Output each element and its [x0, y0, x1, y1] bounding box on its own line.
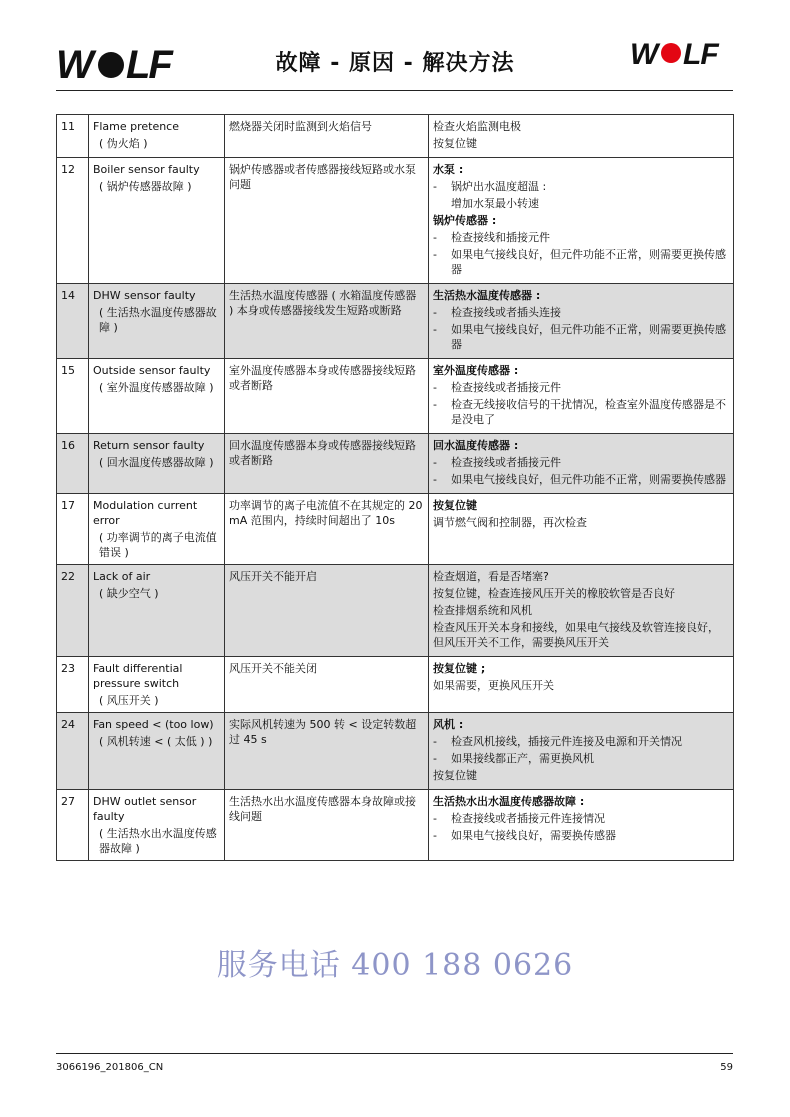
- document-number: 3066196_201806_CN: [56, 1062, 164, 1073]
- fault-table-body: [57, 115, 734, 861]
- remedy-bullet: [433, 230, 729, 245]
- remedy-bullet: [433, 397, 729, 427]
- fault-remedy-cell: [429, 713, 734, 790]
- remedy-line: 检查烟道，看是否堵塞?: [433, 570, 549, 583]
- remedy-bullet-text: 检查接线或者插接元件: [451, 381, 561, 394]
- bullet-dash-icon: -: [433, 306, 437, 319]
- fault-code: 12: [57, 158, 89, 284]
- fault-name-cn: ( 回水温度传感器故障 ): [99, 456, 214, 469]
- remedy-heading: 按复位键 ;: [433, 662, 486, 675]
- remedy-bullet-text: 检查接线或者插接元件: [451, 456, 561, 469]
- remedy-bullet-text: 如果电气接线良好，但元件功能不正常，则需要更换传感器: [451, 323, 726, 351]
- remedy-bullet-text: 检查无线接收信号的干扰情况，检查室外温度传感器是不是没电了: [451, 398, 726, 426]
- fault-name-cell: [89, 359, 225, 434]
- fault-name-cn: ( 功率调节的离子电流值错误 ): [99, 531, 217, 559]
- fault-cause: 锅炉传感器或者传感器接线短路或水泵问题: [225, 158, 429, 284]
- fault-row: [57, 158, 734, 284]
- svg-text:LF: LF: [126, 44, 171, 84]
- remedy-bullet: [433, 828, 729, 843]
- remedy-subline: 增加水泵最小转速: [451, 197, 539, 210]
- service-hotline: 服务电话 400 188 0626: [216, 948, 574, 983]
- fault-row: [57, 434, 734, 494]
- remedy-bullet: [433, 380, 729, 395]
- remedy-line: 检查火焰监测电极: [433, 120, 521, 133]
- header-divider: [56, 90, 733, 91]
- fault-code: 22: [57, 565, 89, 657]
- remedy-heading: 风机 :: [433, 718, 464, 731]
- fault-code: 27: [57, 790, 89, 861]
- fault-name-en: Boiler sensor faulty: [93, 163, 200, 176]
- fault-name-en: DHW sensor faulty: [93, 289, 196, 302]
- bullet-dash-icon: -: [433, 473, 437, 486]
- remedy-line: 检查排烟系统和风机: [433, 604, 532, 617]
- footer-divider: [56, 1053, 733, 1054]
- fault-name-en: Lack of air: [93, 570, 151, 583]
- remedy-bullet: [433, 472, 729, 487]
- bullet-dash-icon: -: [433, 248, 437, 261]
- fault-remedy-cell: [429, 790, 734, 861]
- wolf-logo-right: [630, 38, 724, 68]
- page-number: 59: [720, 1062, 733, 1073]
- fault-cause: 风压开关不能关闭: [225, 657, 429, 713]
- fault-row: [57, 359, 734, 434]
- bullet-dash-icon: -: [433, 752, 437, 765]
- fault-remedy-cell: [429, 359, 734, 434]
- remedy-bullet-text: 检查接线或者插头连接: [451, 306, 561, 319]
- fault-row: [57, 790, 734, 861]
- fault-remedy-cell: [429, 434, 734, 494]
- fault-name-cell: [89, 565, 225, 657]
- fault-cause: 生活热水温度传感器 ( 水箱温度传感器 ) 本身或传感器接线发生短路或断路: [225, 284, 429, 359]
- bullet-dash-icon: -: [433, 180, 437, 193]
- svg-text:LF: LF: [683, 38, 718, 68]
- fault-row: [57, 565, 734, 657]
- remedy-bullet-text: 如果接线都正产，需更换风机: [451, 752, 594, 765]
- svg-text:W: W: [56, 44, 92, 84]
- remedy-bullet-text: 如果电气接线良好，但元件功能不正常，则需要更换传感器: [451, 248, 726, 276]
- remedy-bullet: [433, 811, 729, 826]
- fault-name-cell: [89, 657, 225, 713]
- remedy-heading: 生活热水出水温度传感器故障 :: [433, 795, 585, 808]
- fault-cause: 生活热水出水温度传感器本身故障或接线问题: [225, 790, 429, 861]
- remedy-heading: 室外温度传感器 :: [433, 364, 519, 377]
- fault-name-en: Modulation current error: [93, 499, 198, 527]
- fault-name-cell: [89, 158, 225, 284]
- remedy-bullet: [433, 179, 729, 194]
- fault-name-cn: ( 风压开关 ): [99, 694, 159, 707]
- fault-name-cell: [89, 434, 225, 494]
- remedy-line: 检查风压开关本身和接线，如果电气接线及软管连接良好，但风压开关不工作，需要换风压开关: [433, 621, 719, 649]
- bullet-dash-icon: -: [433, 381, 437, 394]
- fault-name-cn: ( 生活热水出水温度传感器故障 ): [99, 827, 217, 855]
- fault-code: 24: [57, 713, 89, 790]
- fault-cause: 实际风机转速为 500 转 < 设定转数超过 45 s: [225, 713, 429, 790]
- remedy-bullet-text: 检查接线和插接元件: [451, 231, 550, 244]
- remedy-heading: 生活热水温度传感器 :: [433, 289, 541, 302]
- remedy-bullet-text: 如果电气接线良好，但元件功能不正常，则需要换传感器: [451, 473, 726, 486]
- fault-code: 11: [57, 115, 89, 158]
- svg-text:W: W: [630, 38, 658, 68]
- remedy-bullet-text: 检查风机接线，插接元件连接及电源和开关情况: [451, 735, 682, 748]
- remedy-line: 按复位键: [433, 137, 477, 150]
- fault-remedy-cell: [429, 657, 734, 713]
- bullet-dash-icon: -: [433, 735, 437, 748]
- fault-name-cell: [89, 790, 225, 861]
- fault-code: 15: [57, 359, 89, 434]
- remedy-bullet: [433, 734, 729, 749]
- fault-remedy-cell: [429, 284, 734, 359]
- fault-code: 16: [57, 434, 89, 494]
- fault-table: [56, 114, 734, 861]
- fault-row: [57, 713, 734, 790]
- fault-row: [57, 494, 734, 565]
- fault-code: 17: [57, 494, 89, 565]
- remedy-line: 按复位键，检查连接风压开关的橡胶软管是否良好: [433, 587, 675, 600]
- fault-row: [57, 115, 734, 158]
- fault-name-en: Flame pretence: [93, 120, 180, 133]
- remedy-line: 按复位键: [433, 769, 477, 782]
- remedy-heading: 按复位键: [433, 499, 477, 512]
- fault-cause: 回水温度传感器本身或传感器接线短路或者断路: [225, 434, 429, 494]
- fault-cause: 燃烧器关闭时监测到火焰信号: [225, 115, 429, 158]
- fault-remedy-cell: [429, 565, 734, 657]
- fault-name-cn: ( 锅炉传感器故障 ): [99, 180, 192, 193]
- fault-cause: 功率调节的离子电流值不在其规定的 20 mA 范围内，持续时间超出了 10s: [225, 494, 429, 565]
- fault-name-cn: ( 缺少空气 ): [99, 587, 159, 600]
- remedy-heading: 水泵 :: [433, 163, 464, 176]
- bullet-dash-icon: -: [433, 812, 437, 825]
- remedy-bullet: [433, 751, 729, 766]
- fault-name-cn: ( 室外温度传感器故障 ): [99, 381, 214, 394]
- bullet-dash-icon: -: [433, 829, 437, 842]
- fault-name-cell: [89, 284, 225, 359]
- remedy-line: 如果需要，更换风压开关: [433, 679, 554, 692]
- remedy-bullet-text: 锅炉出水温度超温 :: [451, 180, 547, 193]
- fault-code: 23: [57, 657, 89, 713]
- fault-name-en: Outside sensor faulty: [93, 364, 211, 377]
- bullet-dash-icon: -: [433, 398, 437, 411]
- fault-name-en: DHW outlet sensor faulty: [93, 795, 197, 823]
- remedy-heading: 回水温度传感器 :: [433, 439, 519, 452]
- remedy-bullet: [433, 322, 729, 352]
- fault-cause: 风压开关不能开启: [225, 565, 429, 657]
- bullet-dash-icon: -: [433, 456, 437, 469]
- remedy-bullet: [433, 305, 729, 320]
- fault-name-cell: [89, 713, 225, 790]
- fault-remedy-cell: [429, 115, 734, 158]
- fault-name-cn: ( 伪火焰 ): [99, 137, 148, 150]
- remedy-bullet: [433, 455, 729, 470]
- fault-name-cn: ( 生活热水温度传感器故障 ): [99, 306, 217, 334]
- fault-name-en: Fan speed < (too low): [93, 718, 214, 731]
- remedy-line: 调节燃气阀和控制器，再次检查: [433, 516, 587, 529]
- fault-name-cell: [89, 115, 225, 158]
- fault-remedy-cell: [429, 494, 734, 565]
- fault-row: [57, 657, 734, 713]
- fault-name-cn: ( 风机转速 < ( 太低 ) ): [99, 735, 213, 748]
- remedy-bullet-text: 如果电气接线良好，需要换传感器: [451, 829, 616, 842]
- bullet-dash-icon: -: [433, 323, 437, 336]
- page-title: 故障 - 原因 - 解决方法: [275, 51, 515, 76]
- fault-name-en: Return sensor faulty: [93, 439, 205, 452]
- remedy-bullet-text: 检查接线或者插接元件连接情况: [451, 812, 605, 825]
- fault-row: [57, 284, 734, 359]
- fault-name-cell: [89, 494, 225, 565]
- remedy-bullet: [433, 247, 729, 277]
- fault-cause: 室外温度传感器本身或传感器接线短路或者断路: [225, 359, 429, 434]
- fault-remedy-cell: [429, 158, 734, 284]
- fault-name-en: Fault differential pressure switch: [93, 662, 183, 690]
- fault-code: 14: [57, 284, 89, 359]
- bullet-dash-icon: -: [433, 231, 437, 244]
- remedy-heading: 锅炉传感器 :: [433, 214, 497, 227]
